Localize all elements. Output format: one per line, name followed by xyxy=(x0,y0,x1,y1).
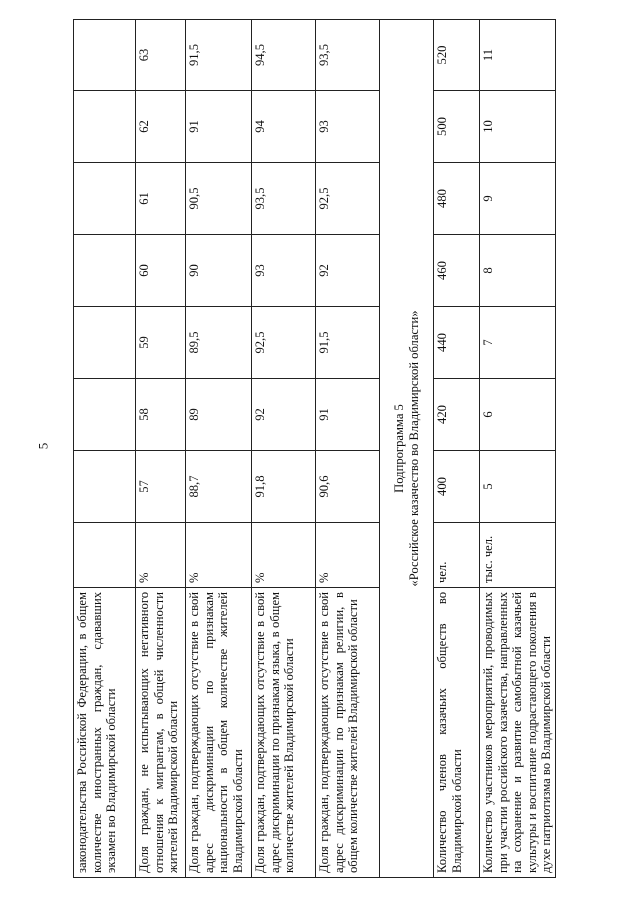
page-number: 5 xyxy=(35,442,51,450)
value-cell: 11 xyxy=(480,20,556,91)
value-cell: 520 xyxy=(434,20,480,91)
value-cell: 62 xyxy=(136,91,186,163)
rotated-table-container xyxy=(73,20,568,878)
value-cell: 8 xyxy=(480,235,556,307)
subprogram-title: Подпрограмма 5 xyxy=(392,404,406,493)
value-cell: 460 xyxy=(434,235,480,307)
value-cell xyxy=(74,235,136,307)
value-cell: 92,5 xyxy=(252,307,316,379)
value-cell: 400 xyxy=(434,451,480,523)
unit-cell: чел. xyxy=(434,523,480,588)
value-cell xyxy=(74,91,136,163)
value-cell: 91 xyxy=(186,91,252,163)
table-row xyxy=(480,20,556,878)
table-row xyxy=(186,20,252,878)
indicator-cell: Доля граждан, подтверждающих отсутствие в свой адрес дискриминации по признакам национальности в общем количестве жителей Владимирской области xyxy=(186,588,252,878)
unit-cell: % xyxy=(252,523,316,588)
value-cell: 89,5 xyxy=(186,307,252,379)
indicator-cell: Количество участников мероприятий, проводимых при участии российского казачества, направленных на сохранение и развитие самобытной казачьей культуры и воспитание подрастающего поколения в духе патриотизма во Владимирской области xyxy=(480,588,556,878)
value-cell: 91,5 xyxy=(316,307,380,379)
value-cell: 93,5 xyxy=(316,20,380,91)
value-cell: 59 xyxy=(136,307,186,379)
unit-cell xyxy=(74,523,136,588)
indicator-cell: законодательства Российской Федерации, в общем количестве иностранных граждан, сдававших экзамен во Владимирской области xyxy=(74,588,136,878)
unit-cell: тыс. чел. xyxy=(480,523,556,588)
value-cell xyxy=(74,20,136,91)
value-cell xyxy=(74,451,136,523)
value-cell: 89 xyxy=(186,379,252,451)
subprogram-header-row xyxy=(380,20,434,878)
indicator-cell: Доля граждан, подтверждающих отсутствие в свой адрес дискриминации по признакам языка, в общем количестве жителей Владимирской области xyxy=(252,588,316,878)
table-row xyxy=(74,20,136,878)
value-cell xyxy=(74,379,136,451)
value-cell: 7 xyxy=(480,307,556,379)
value-cell: 440 xyxy=(434,307,480,379)
indicator-cell: Количество членов казачьих обществ во Владимирской области xyxy=(434,588,480,878)
value-cell: 5 xyxy=(480,451,556,523)
value-cell: 93,5 xyxy=(252,163,316,235)
value-cell: 90,6 xyxy=(316,451,380,523)
value-cell: 93 xyxy=(316,91,380,163)
value-cell: 420 xyxy=(434,379,480,451)
value-cell: 480 xyxy=(434,163,480,235)
table-row xyxy=(316,20,380,878)
value-cell: 6 xyxy=(480,379,556,451)
value-cell: 88,7 xyxy=(186,451,252,523)
value-cell: 90,5 xyxy=(186,163,252,235)
value-cell xyxy=(74,163,136,235)
value-cell: 9 xyxy=(480,163,556,235)
indicator-cell: Доля граждан, подтверждающих отсутствие в свой адрес дискриминации по признакам религии, в общем количестве жителей Владимирской области xyxy=(316,588,380,878)
value-cell: 93 xyxy=(252,235,316,307)
value-cell: 92,5 xyxy=(316,163,380,235)
value-cell: 10 xyxy=(480,91,556,163)
value-cell: 92 xyxy=(316,235,380,307)
value-cell: 58 xyxy=(136,379,186,451)
value-cell: 91,8 xyxy=(252,451,316,523)
subprogram-subtitle: «Российское казачество во Владимирской области» xyxy=(406,310,421,587)
table-row xyxy=(434,20,480,878)
indicator-cell: Доля граждан, не испытывающих негативного отношения к мигрантам, в общей численности жителей Владимирской области xyxy=(136,588,186,878)
value-cell: 94 xyxy=(252,91,316,163)
unit-cell: % xyxy=(316,523,380,588)
unit-cell: % xyxy=(136,523,186,588)
unit-cell: % xyxy=(186,523,252,588)
value-cell: 90 xyxy=(186,235,252,307)
value-cell xyxy=(74,307,136,379)
value-cell: 61 xyxy=(136,163,186,235)
value-cell: 60 xyxy=(136,235,186,307)
value-cell: 500 xyxy=(434,91,480,163)
table-row xyxy=(136,20,186,878)
value-cell: 57 xyxy=(136,451,186,523)
value-cell: 91,5 xyxy=(186,20,252,91)
value-cell: 92 xyxy=(252,379,316,451)
subprogram-header-cell xyxy=(380,20,434,878)
indicators-table xyxy=(73,19,556,878)
value-cell: 91 xyxy=(316,379,380,451)
table-row xyxy=(252,20,316,878)
value-cell: 94,5 xyxy=(252,20,316,91)
table-body xyxy=(74,20,556,878)
value-cell: 63 xyxy=(136,20,186,91)
